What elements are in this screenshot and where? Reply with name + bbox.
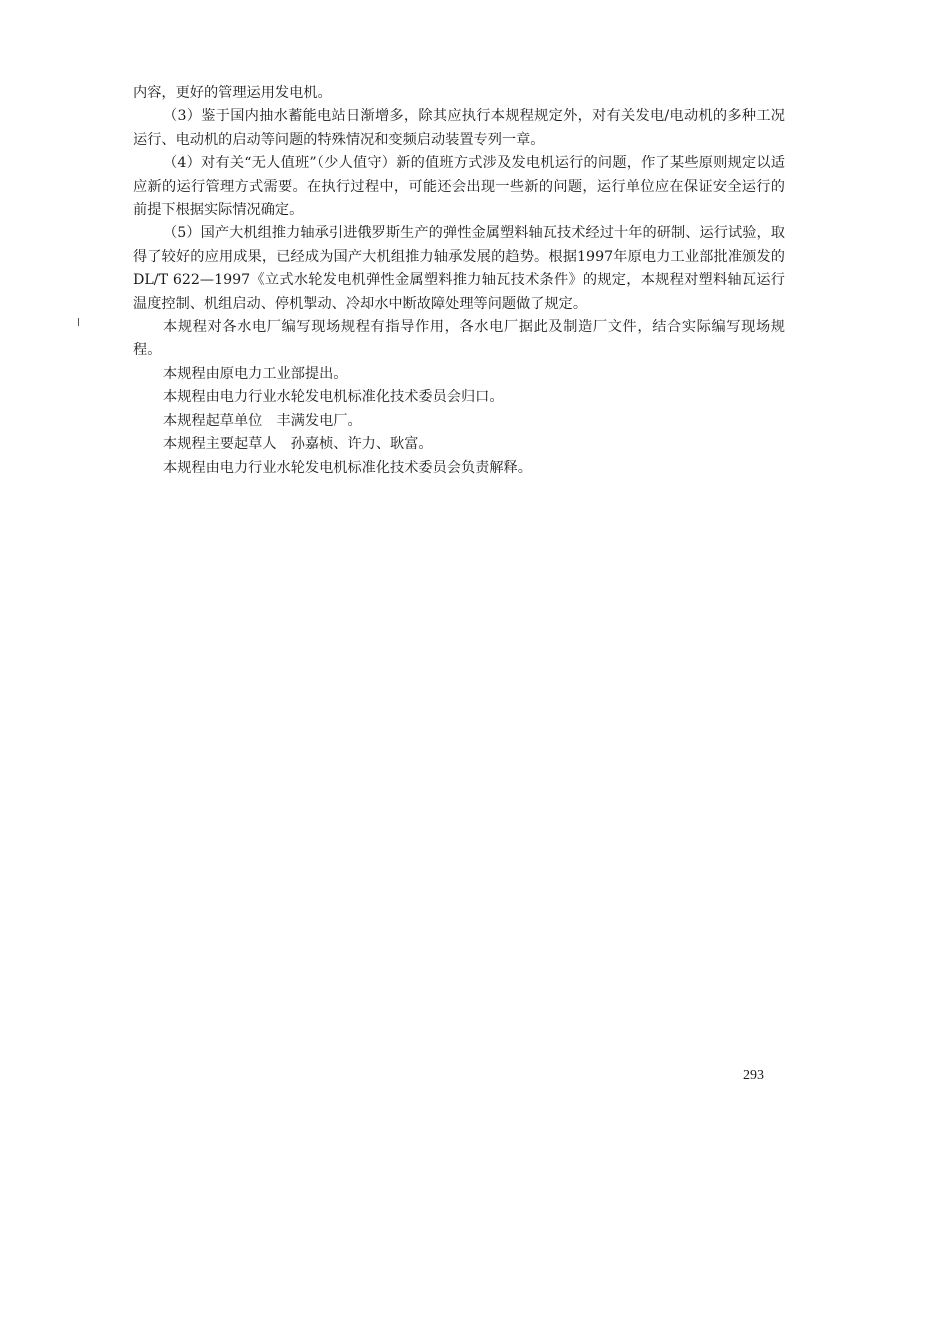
paragraph-centralized-unit: 本规程由电力行业水轮发电机标准化技术委员会归口。: [163, 389, 504, 406]
margin-tick-mark: [78, 318, 79, 326]
paragraph-item-5: （5）国产大机组推力轴承引进俄罗斯生产的弹性金属塑料轴瓦技术经过十年的研制、运行试验，取得了较好的应用成果，已经成为国产大机组推力轴承发展的趋势。根据1997年原电力工业部批准颁发的DL/T 622—1997《立式水轮发电机弹性金属塑料推力轴瓦技术条件》的规定，本规程对塑料轴瓦运行温度控制、机组启动、停机掣动、冷却水中断故障处理等问题做了规定。: [133, 225, 785, 312]
page-number: 293: [743, 1068, 764, 1083]
paragraph-drafters: 本规程主要起草人 孙嘉桢、许力、耿富。: [163, 436, 433, 453]
paragraph-item-3: （3）鉴于国内抽水蓄能电站日渐增多，除其应执行本规程规定外，对有关发电/电动机的多种工况运行、电动机的启动等问题的特殊情况和变频启动装置专列一章。: [133, 108, 785, 148]
paragraph-guidance: 本规程对各水电厂编写现场规程有指导作用，各水电厂据此及制造厂文件，结合实际编写现场规程。: [133, 319, 785, 359]
paragraph-drafting-unit: 本规程起草单位 丰满发电厂。: [163, 412, 362, 429]
paragraph-continuation: 内容，更好的管理运用发电机。: [133, 85, 332, 101]
body-text: [133, 82, 785, 480]
paragraph-proposer: 本规程由原电力工业部提出。: [163, 365, 348, 382]
paragraph-item-4: （4）对有关“无人值班”（少人值守）新的值班方式涉及发电机运行的问题，作了某些原则规定以适应新的运行管理方式需要。在执行过程中，可能还会出现一些新的问题，运行单位应在保证安全运行的前提下根据实际情况确定。: [133, 155, 785, 219]
paragraph-interpretation: 本规程由电力行业水轮发电机标准化技术委员会负责解释。: [163, 459, 532, 476]
